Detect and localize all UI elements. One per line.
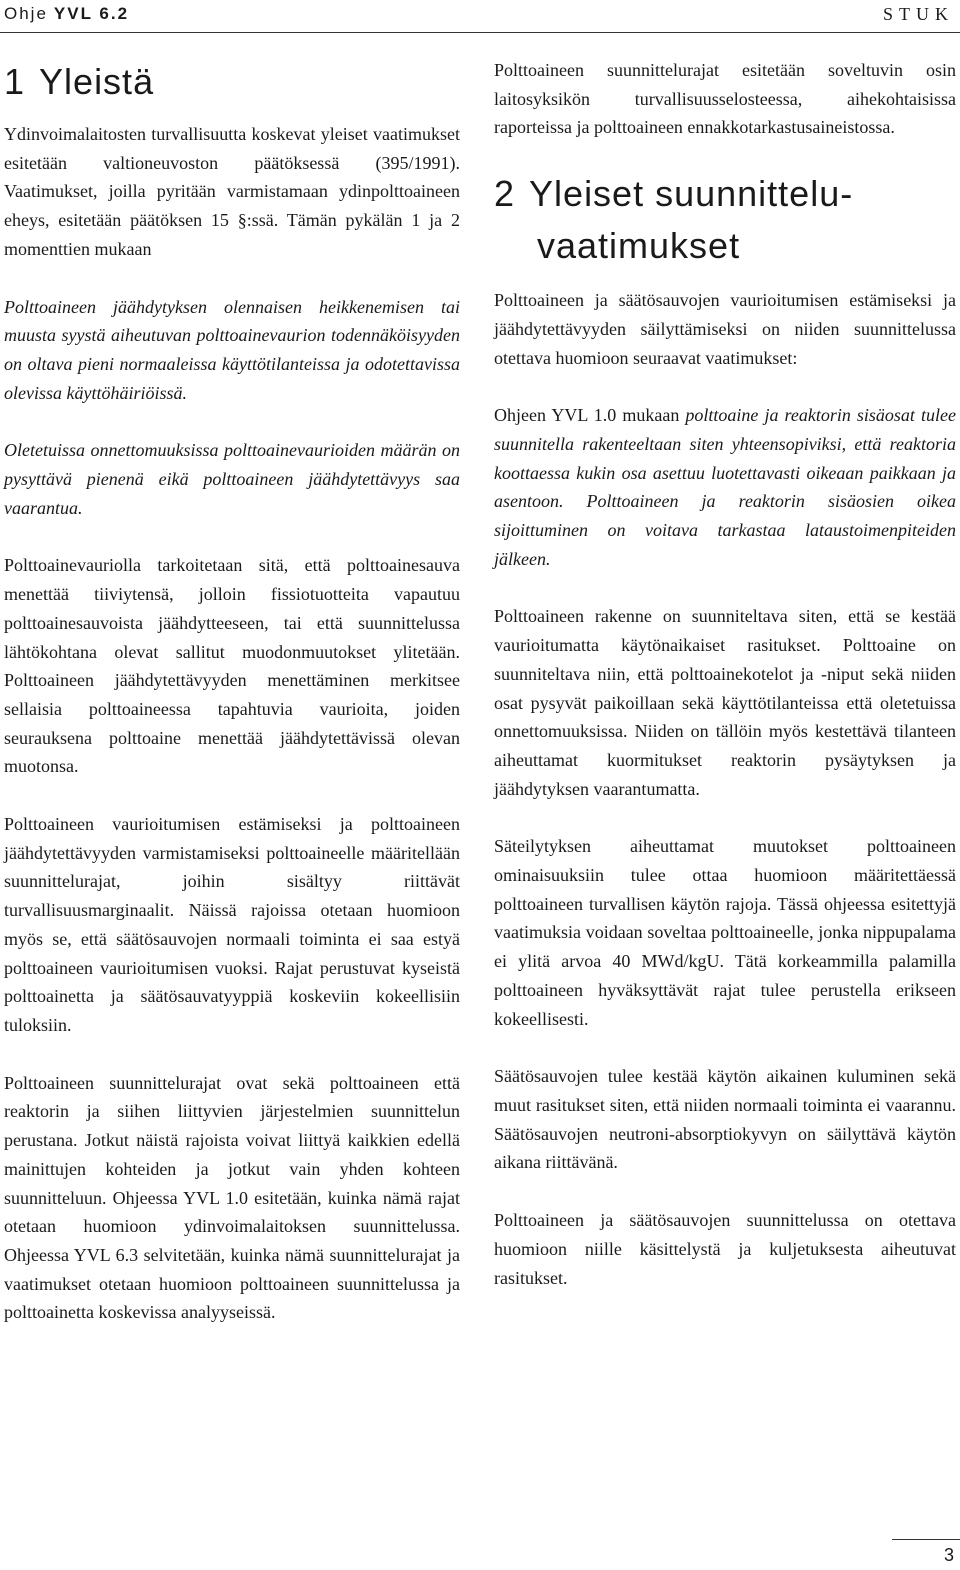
paragraph [494,401,956,573]
page-header [0,0,960,36]
section-1-heading [4,56,460,108]
paragraph-lead: Ohjeen YVL 1.0 mukaan [494,405,686,426]
paragraph: Polttoaineen suunnittelurajat esitetään soveltuvin osin laitosyksikön turvallisuusselosteessa, aihekohtaisissa raporteissa ja polttoaineen ennakkotarkastusaineistossa. [494,60,956,138]
right-column [494,56,956,1292]
paragraph: Polttoaineen vaurioitumisen estämiseksi ja polttoaineen jäähdytettävyyden varmistamiseksi polttoaineelle määritellään suunnittelurajat, joihin sisältyy riittävät turvallisuusmarginaalit. Näissä rajoissa otetaan huomioon myös se, että säätösauvojen normaali toiminta ei saa estyä polttoaineen vaurioitumisen vuoksi. Rajat perustuvat kyseistä polttoainetta ja säätösauvatyyppiä koskeviin kokeellisiin tuloksiin. [4,814,460,1035]
quote-text: polttoaine ja reaktorin sisäosat tulee suunnitella rakenteeltaan siten yhteensopiviksi, että reaktoria koottaessa kukin osa asettuu luotettavasti oikeaan paikkaan ja asentoon. Polttoaineen ja reaktorin sisäosien oikea sijoittuminen on voitava tarkastaa lataustoimenpiteiden jälkeen. [494,405,956,569]
paragraph: Polttoaineen ja säätösauvojen suunnittelussa on otettava huomioon niille käsittelystä ja kuljetuksesta aiheutuvat rasitukset. [494,1210,956,1288]
footer-rule [892,1539,960,1540]
section-number: 2 [494,173,516,215]
quote-paragraph: Oletetuissa onnettomuuksissa polttoainevaurioiden määrän on pysyttävä pienenä eikä polttoaineen jäähdytettävyys saa vaarantua. [4,440,460,518]
doc-type: Ohje [4,4,48,23]
paragraph: Polttoainevauriolla tarkoitetaan sitä, että polttoainesauva menettää tiiviytensä, jolloin fissiotuotteita vapautuu polttoainesauvoista jäähdytteeseen, tai että suunnittelussa lähtökohtana olevat sallitut muodonmuutokset ylitetään. Polttoaineen jäähdytettävyyden menettäminen merkitsee sellaisia polttoaineessa tapahtuvia vaurioita, joiden seurauksena polttoaine menettää jäähdytettävissä olevan muotonsa. [4,555,460,777]
quote-paragraph: Polttoaineen jäähdytyksen olennaisen heikkenemisen tai muusta syystä aiheutuvan polttoainevaurion todennäköisyyden on oltava pieni normaaleissa käyttötilanteissa ja odotettavissa olevissa käyttöhäiriöissä. [4,296,460,403]
page-number: 3 [943,1545,954,1565]
section-title-line1: Yleiset suunnittelu- [529,173,854,215]
paragraph: Polttoaineen rakenne on suunniteltava siten, että se kestää vaurioitumatta käytönaikaiset rasitukset. Polttoaine on suunniteltava niin, että polttoainekotelot ja -niput sekä niiden osat pysyvät paikoillaan sekä käyttötilanteissa että oletetuissa onnettomuuksissa. Niiden on tällöin myös kestettävä tilanteen aiheuttamat kuormitukset reaktorin pysäytyksen ja jäähdytyksen vaarantumatta. [494,606,956,799]
section-title-line2: vaatimukset [537,225,741,267]
paragraph: Säteilytyksen aiheuttamat muutokset polttoaineen ominaisuuksiin tulee ottaa huomioon määritettäessä polttoaineen turvallisen käytön rajoja. Tässä ohjeessa esitettyjä vaatimuksia voidaan soveltaa polttoaineelle, jonka nippupalama ei ylitä arvoa 40 MWd/kgU. Tätä korkeammilla palamilla polttoaineen hyväksyttävät rajat tulee perustella erikseen kokeellisesti. [494,836,956,1029]
paragraph: Polttoaineen ja säätösauvojen vaurioitumisen estämiseksi ja jäähdytettävyyden säilyttämiseksi on niiden suunnittelussa otettava huomioon seuraavat vaatimukset: [494,290,956,368]
running-header-left [4,4,129,24]
header-rule [0,32,960,33]
left-column [4,56,460,1327]
paragraph: Polttoaineen suunnittelurajat ovat sekä polttoaineen että reaktorin ja siihen liittyvien järjestelmien suunnittelun perustana. Jotkut näistä rajoista voivat liittyä kaikkien edellä mainittujen kohteiden ja jotkut vain yhden kohteen suunnitteluun. Ohjeessa YVL 1.0 esitetään, kuinka nämä rajat otetaan huomioon ydinvoimalaitoksen suunnittelussa. Ohjeessa YVL 6.3 selvitetään, kuinka nämä suunnittelurajat ja vaatimukset otetaan huomioon polttoaineen suunnittelussa ja polttoainetta koskevissa analyyseissä. [4,1072,460,1323]
org-name: STUK [882,4,954,24]
section-number: 1 [4,61,26,102]
doc-series: YVL 6.2 [53,4,130,23]
section-2-heading [494,168,956,272]
paragraph: Säätösauvojen tulee kestää käytön aikainen kuluminen sekä muut rasitukset siten, että niiden normaali toiminta ei vaarannu. Säätösauvojen neutroni-absorptiokyvyn on säilyttävä käytön aikana riittävänä. [494,1066,956,1173]
paragraph: Ydinvoimalaitosten turvallisuutta koskevat yleiset vaatimukset esitetään valtioneuvoston päätöksessä (395/1991). Vaatimukset, joilla pyritään varmistamaan ydinpolttoaineen eheys, esitetään päätöksen 15 §:ssä. Tämän pykälän 1 ja 2 momenttien mukaan [4,124,460,259]
section-title: Yleistä [39,61,155,102]
